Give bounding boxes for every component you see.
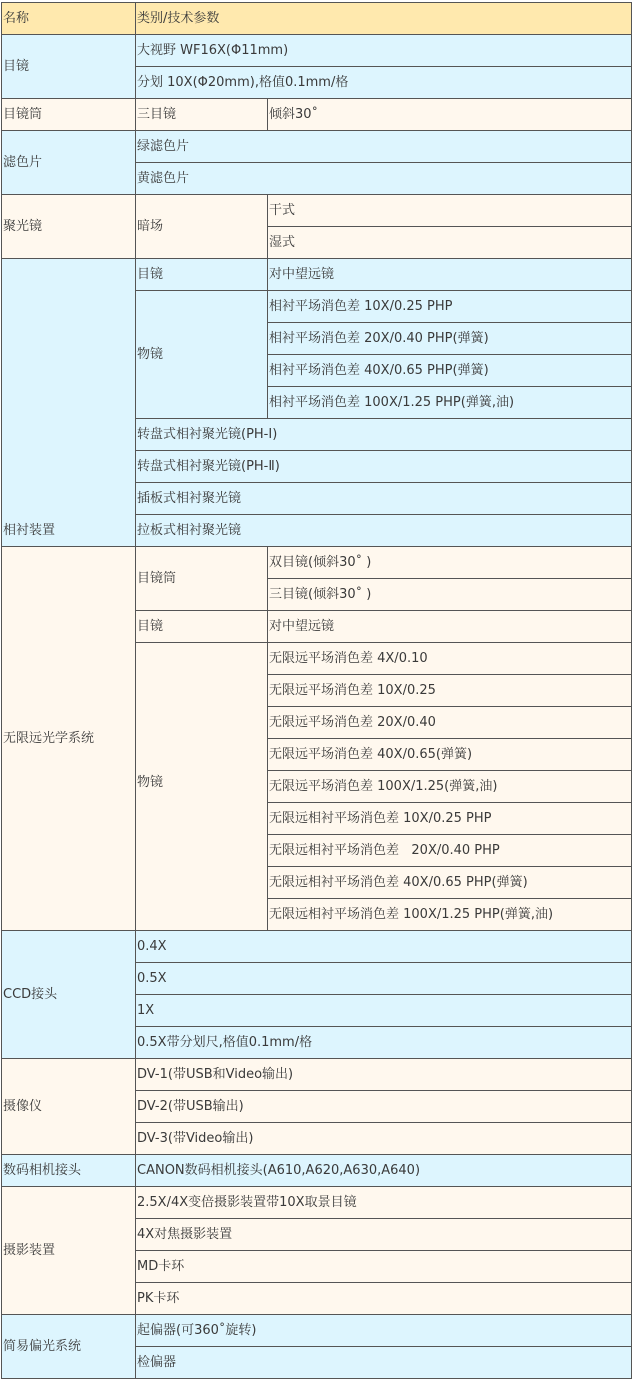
cell: 无限远相衬平场消色差 100X/1.25 PHP(弹簧,油)	[268, 899, 632, 931]
group-condenser: 聚光镜	[2, 195, 136, 259]
cell: 检偏器	[136, 1347, 632, 1379]
cell: 三目镜	[136, 99, 268, 131]
cell: 无限远相衬平场消色差 20X/0.40 PHP	[268, 835, 632, 867]
cell: 对中望远镜	[268, 611, 632, 643]
header-name: 名称	[2, 3, 136, 35]
cell: 无限远相衬平场消色差 10X/0.25 PHP	[268, 803, 632, 835]
cell: 无限远平场消色差 4X/0.10	[268, 643, 632, 675]
group-photo: 摄影装置	[2, 1187, 136, 1315]
cell: 无限远平场消色差 10X/0.25	[268, 675, 632, 707]
table-row	[2, 131, 632, 163]
cell: 黄滤色片	[136, 163, 632, 195]
cell: 目镜筒	[136, 547, 268, 611]
cell: 2.5X/4X变倍摄影装置带10X取景目镜	[136, 1187, 632, 1219]
cell: 倾斜30˚	[268, 99, 632, 131]
cell: MD卡环	[136, 1251, 632, 1283]
cell: 干式	[268, 195, 632, 227]
cell: 4X对焦摄影装置	[136, 1219, 632, 1251]
table-row	[2, 1187, 632, 1219]
table-row	[2, 195, 632, 227]
cell: 转盘式相衬聚光镜(PH-Ⅱ)	[136, 451, 632, 483]
group-digital: 数码相机接头	[2, 1155, 136, 1187]
cell: 无限远相衬平场消色差 40X/0.65 PHP(弹簧)	[268, 867, 632, 899]
table-row	[2, 259, 632, 291]
cell: 无限远平场消色差 40X/0.65(弹簧)	[268, 739, 632, 771]
table-row	[2, 1059, 632, 1091]
cell: PK卡环	[136, 1283, 632, 1315]
cell: 大视野 WF16X(Φ11mm)	[136, 35, 632, 67]
group-polar: 简易偏光系统	[2, 1315, 136, 1379]
cell: DV-2(带USB输出)	[136, 1091, 632, 1123]
table-row	[2, 35, 632, 67]
group-eyepiece: 目镜	[2, 35, 136, 99]
group-tube: 目镜筒	[2, 99, 136, 131]
cell: 拉板式相衬聚光镜	[136, 515, 632, 547]
cell: 对中望远镜	[268, 259, 632, 291]
cell: 起偏器(可360˚旋转)	[136, 1315, 632, 1347]
cell: 无限远平场消色差 20X/0.40	[268, 707, 632, 739]
cell: 0.5X带分划尺,格值0.1mm/格	[136, 1027, 632, 1059]
cell: DV-3(带Video输出)	[136, 1123, 632, 1155]
group-ccd: CCD接头	[2, 931, 136, 1059]
table-row	[2, 547, 632, 579]
header-row	[2, 3, 632, 35]
cell: 湿式	[268, 227, 632, 259]
cell: 三目镜(倾斜30˚ )	[268, 579, 632, 611]
cell: 插板式相衬聚光镜	[136, 483, 632, 515]
spec-table	[1, 2, 632, 1379]
table-row	[2, 1155, 632, 1187]
cell: 无限远平场消色差 100X/1.25(弹簧,油)	[268, 771, 632, 803]
table-row	[2, 99, 632, 131]
group-infinity: 无限远光学系统	[2, 547, 136, 931]
cell: 分划 10X(Φ20mm),格值0.1mm/格	[136, 67, 632, 99]
cell: 转盘式相衬聚光镜(PH-Ⅰ)	[136, 419, 632, 451]
cell: 相衬平场消色差 20X/0.40 PHP(弹簧)	[268, 323, 632, 355]
group-phase: 相衬装置	[2, 259, 136, 547]
cell: 物镜	[136, 643, 268, 931]
group-camera: 摄像仪	[2, 1059, 136, 1155]
cell: CANON数码相机接头(A610,A620,A630,A640)	[136, 1155, 632, 1187]
cell: 1X	[136, 995, 632, 1027]
cell: 相衬平场消色差 10X/0.25 PHP	[268, 291, 632, 323]
cell: 绿滤色片	[136, 131, 632, 163]
cell: 目镜	[136, 259, 268, 291]
cell: 物镜	[136, 291, 268, 419]
cell: 0.5X	[136, 963, 632, 995]
cell: 相衬平场消色差 100X/1.25 PHP(弹簧,油)	[268, 387, 632, 419]
cell: 0.4X	[136, 931, 632, 963]
cell: 暗场	[136, 195, 268, 259]
cell: 相衬平场消色差 40X/0.65 PHP(弹簧)	[268, 355, 632, 387]
cell: 双目镜(倾斜30˚ )	[268, 547, 632, 579]
cell: DV-1(带USB和Video输出)	[136, 1059, 632, 1091]
table-row	[2, 1315, 632, 1347]
group-filter: 滤色片	[2, 131, 136, 195]
table-row	[2, 931, 632, 963]
cell: 目镜	[136, 611, 268, 643]
header-params: 类别/技术参数	[136, 3, 632, 35]
